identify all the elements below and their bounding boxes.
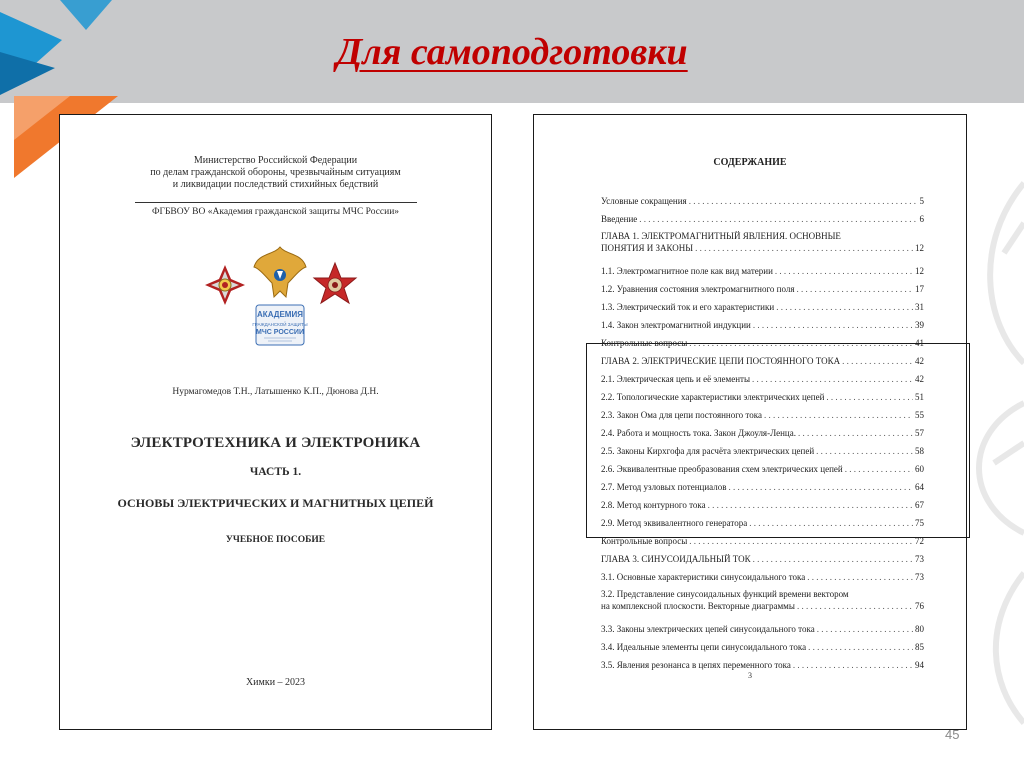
toc-entry-page: 75 bbox=[915, 518, 924, 528]
toc-entry bbox=[601, 550, 924, 568]
cover-divider bbox=[135, 202, 417, 203]
book-cover-page bbox=[59, 114, 492, 730]
toc-entry-page: 42 bbox=[915, 374, 924, 384]
toc-entry bbox=[601, 262, 924, 280]
toc-entry-page: 51 bbox=[915, 392, 924, 402]
toc-entry-title: 2.3. Закон Ома для цепи постоянного тока bbox=[601, 410, 762, 420]
emblem-line-1: АКАДЕМИЯ bbox=[257, 310, 303, 319]
toc-entry-title: Условные сокращения bbox=[601, 196, 687, 206]
toc-entry bbox=[601, 192, 924, 210]
ministry-heading: Министерство Российской Федерации по делам гражданской обороны, чрезвычайным ситуациям и ликвидации последствий стихийных бедствий bbox=[150, 155, 401, 190]
toc-entry-page: 76 bbox=[915, 601, 924, 611]
toc-entry-page: 39 bbox=[915, 320, 924, 330]
toc-entry bbox=[601, 638, 924, 656]
toc-entry-page: 17 bbox=[915, 284, 924, 294]
toc-page-number: 3 bbox=[748, 671, 752, 680]
slide-title: Для самоподготовки bbox=[336, 31, 688, 73]
toc-entry bbox=[601, 620, 924, 638]
toc-entry-page: 57 bbox=[915, 428, 924, 438]
toc-entry bbox=[601, 532, 924, 550]
toc-entry bbox=[601, 228, 924, 262]
toc-entry-title: 3.2. Представление синусоидальных функций времени вектором bbox=[601, 589, 849, 599]
toc-entry-page: 72 bbox=[915, 536, 924, 546]
toc-entry bbox=[601, 424, 924, 442]
mchs-eagle-icon bbox=[254, 247, 306, 297]
toc-entry-title: 1.2. Уравнения состояния электромагнитного поля bbox=[601, 284, 795, 294]
part-title: ОСНОВЫ ЭЛЕКТРИЧЕСКИХ И МАГНИТНЫХ ЦЕПЕЙ bbox=[117, 496, 434, 510]
toc-entry-page: 73 bbox=[915, 572, 924, 582]
toc-entry-page: 85 bbox=[915, 642, 924, 652]
order-cross-icon bbox=[205, 265, 245, 305]
toc-entry-page: 31 bbox=[915, 302, 924, 312]
toc-entry-title: 1.4. Закон электромагнитной индукции bbox=[601, 320, 751, 330]
toc-entry-page: 41 bbox=[915, 338, 924, 348]
toc-entry-page: 12 bbox=[915, 243, 924, 253]
city-year: Химки – 2023 bbox=[245, 677, 306, 688]
toc-entry bbox=[601, 370, 924, 388]
toc-entry bbox=[601, 496, 924, 514]
toc-entry-page: 60 bbox=[915, 464, 924, 474]
toc-entry-title: ГЛАВА 1. ЭЛЕКТРОМАГНИТНЫЙ ЯВЛЕНИЯ. ОСНОВНЫЕ bbox=[601, 231, 841, 241]
authors: Нурмагомедов Т.Н., Латышенко К.П., Дюнова Д.Н. bbox=[172, 387, 379, 397]
toc-entry-page: 80 bbox=[915, 624, 924, 634]
toc-entry bbox=[601, 316, 924, 334]
toc-entry bbox=[601, 460, 924, 478]
toc-entry-page: 67 bbox=[915, 500, 924, 510]
toc-entry bbox=[601, 406, 924, 424]
toc-entry-page: 94 bbox=[915, 660, 924, 670]
toc-entry bbox=[601, 388, 924, 406]
toc-entry-title: 2.1. Электрическая цепь и её элементы bbox=[601, 374, 750, 384]
toc-heading: СОДЕРЖАНИЕ bbox=[713, 157, 787, 168]
toc-entry-title: Введение bbox=[601, 214, 638, 224]
toc-entry-page: 12 bbox=[915, 266, 924, 276]
red-star-icon bbox=[314, 263, 356, 303]
emblem-line-3: МЧС РОССИИ bbox=[256, 329, 304, 336]
toc-entry-page: 58 bbox=[915, 446, 924, 456]
toc-entry-title: ГЛАВА 3. СИНУСОИДАЛЬНЫЙ ТОК bbox=[601, 554, 751, 564]
toc-entry-title: 2.6. Эквивалентные преобразования схем электрических цепей bbox=[601, 464, 843, 474]
toc-entry-title: 3.4. Идеальные элементы цепи синусоидального тока bbox=[601, 642, 807, 652]
toc-entry-title: ГЛАВА 2. ЭЛЕКТРИЧЕСКИЕ ЦЕПИ ПОСТОЯННОГО ТОКА bbox=[601, 356, 841, 366]
toc-entry-title-cont: ПОНЯТИЯ И ЗАКОНЫ . . . 12 bbox=[601, 242, 924, 254]
toc-entry bbox=[601, 568, 924, 586]
toc-entry-title: 3.5. Явления резонанса в цепях переменного тока bbox=[601, 660, 791, 670]
emblems bbox=[200, 243, 360, 353]
toc-entry-title: 3.3. Законы электрических цепей синусоидального тока bbox=[601, 624, 815, 634]
part-number: ЧАСТЬ 1. bbox=[249, 466, 302, 478]
slide-number: 45 bbox=[945, 727, 960, 742]
publication-type: УЧЕБНОЕ ПОСОБИЕ bbox=[225, 535, 326, 545]
academy-shield-icon bbox=[252, 305, 307, 345]
toc-entry-title-cont: на комплексной плоскости. Векторные диаграммы . . . 76 bbox=[601, 600, 924, 612]
toc-list bbox=[601, 192, 924, 674]
book-title: ЭЛЕКТРОТЕХНИКА И ЭЛЕКТРОНИКА bbox=[130, 435, 421, 451]
toc-entry-page: 5 bbox=[919, 196, 924, 206]
toc-entry-page: 42 bbox=[915, 356, 924, 366]
toc-entry-title: Контрольные вопросы bbox=[601, 536, 688, 546]
toc-entry-page: 6 bbox=[919, 214, 924, 224]
toc-entry-title: 2.5. Законы Кирхгофа для расчёта электрических цепей bbox=[601, 446, 815, 456]
toc-entry bbox=[601, 334, 924, 352]
toc-entry bbox=[601, 442, 924, 460]
toc-entry bbox=[601, 210, 924, 228]
toc-entry-page: 73 bbox=[915, 554, 924, 564]
toc-entry bbox=[601, 352, 924, 370]
academy-name: ФГБВОУ ВО «Академия гражданской защиты МЧС России» bbox=[151, 207, 400, 217]
toc-entry-page: 55 bbox=[915, 410, 924, 420]
toc-entry-title: 2.8. Метод контурного тока bbox=[601, 500, 706, 510]
toc-entry-title: 1.1. Электромагнитное поле как вид материи bbox=[601, 266, 773, 276]
emblem-line-2: ГРАЖДАНСКОЙ ЗАЩИТЫ bbox=[252, 322, 308, 327]
toc-entry-title: 2.9. Метод эквивалентного генератора bbox=[601, 518, 748, 528]
toc-entry bbox=[601, 514, 924, 532]
toc-entry bbox=[601, 478, 924, 496]
toc-entry-title: 2.2. Топологические характеристики электрических цепей bbox=[601, 392, 825, 402]
toc-entry-title: 2.4. Работа и мощность тока. Закон Джоуля-Ленца. bbox=[601, 428, 796, 438]
toc-entry-title: 3.1. Основные характеристики синусоидального тока bbox=[601, 572, 806, 582]
toc-entry bbox=[601, 586, 924, 620]
toc-entry bbox=[601, 298, 924, 316]
toc-entry-page: 64 bbox=[915, 482, 924, 492]
toc-entry-title: Контрольные вопросы bbox=[601, 338, 688, 348]
table-of-contents-page bbox=[533, 114, 967, 730]
toc-entry-title: 1.3. Электрический ток и его характеристики bbox=[601, 302, 775, 312]
toc-entry bbox=[601, 280, 924, 298]
toc-entry-title: 2.7. Метод узловых потенциалов bbox=[601, 482, 727, 492]
